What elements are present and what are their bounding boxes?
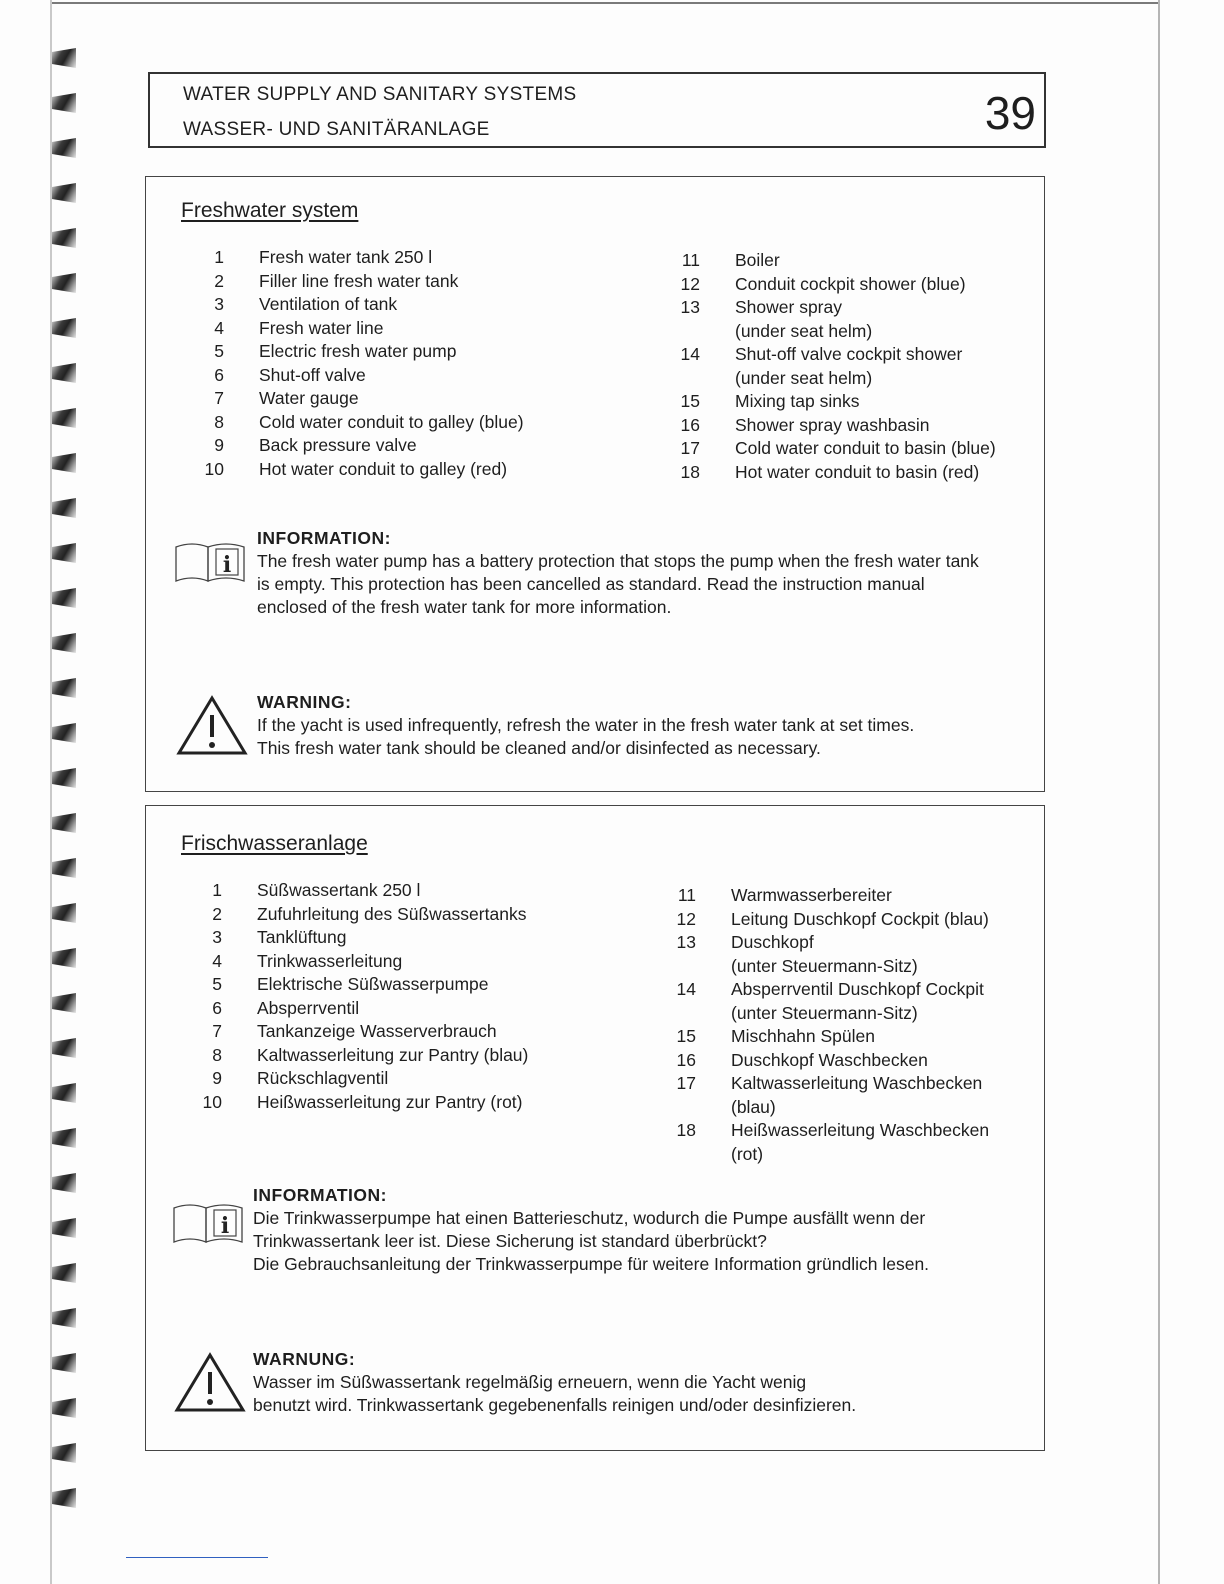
item-text: Hot water conduit to basin (red) — [735, 461, 980, 482]
list-item — [186, 293, 524, 317]
info-line: Trinkwassertank leer ist. Diese Sicherung ist standard überbrückt? — [253, 1231, 767, 1251]
item-text: Duschkopf Waschbecken — [731, 1049, 928, 1070]
item-number: 18 — [680, 461, 700, 482]
item-number: 3 — [212, 927, 222, 947]
item-number: 2 — [214, 270, 224, 291]
parts-list-de-left — [184, 879, 528, 1114]
warning-heading-en: WARNING: — [257, 692, 352, 712]
item-text: Absperrventil — [257, 997, 360, 1018]
warning-triangle-icon — [176, 695, 248, 757]
list-item — [186, 364, 524, 388]
warning-line: benutzt wird. Trinkwassertank gegebenenfalls reinigen und/oder desinfizieren. — [253, 1395, 857, 1415]
item-text: Trinkwasserleitung — [257, 950, 403, 971]
item-number — [658, 1002, 731, 1026]
item-text: Water gauge — [259, 388, 359, 408]
item-number: 9 — [214, 435, 224, 455]
list-item — [184, 1067, 528, 1091]
item-number: 2 — [212, 903, 222, 924]
item-text: (blau) — [731, 1096, 776, 1117]
footer-link-underline — [126, 1557, 268, 1558]
parts-list-en-right — [662, 249, 996, 484]
item-number: 15 — [676, 1026, 696, 1046]
list-item — [662, 296, 996, 320]
list-item — [184, 926, 528, 950]
item-text: (unter Steuermann-Sitz) — [731, 1002, 918, 1023]
svg-text:i: i — [220, 1213, 230, 1239]
item-number: 12 — [676, 908, 696, 929]
item-text: Kaltwasserleitung zur Pantry (blau) — [257, 1044, 529, 1065]
item-text: Tanklüftung — [257, 927, 347, 947]
list-item — [184, 903, 528, 927]
list-item — [658, 978, 989, 1002]
item-text: Ventilation of tank — [259, 294, 398, 314]
item-number — [662, 320, 735, 344]
item-text: Shut-off valve cockpit shower — [735, 344, 963, 364]
info-line: enclosed of the fresh water tank for more information. — [257, 597, 672, 617]
list-item — [186, 340, 524, 364]
spiral-binding — [52, 48, 80, 1533]
list-item — [662, 343, 996, 367]
item-text: Rückschlagventil — [257, 1068, 389, 1088]
list-item — [658, 1002, 989, 1026]
list-item — [662, 437, 996, 461]
item-number: 16 — [676, 1049, 696, 1070]
item-text: Hot water conduit to galley (red) — [259, 458, 508, 479]
list-item — [184, 997, 528, 1021]
list-item — [186, 317, 524, 341]
list-item — [658, 1119, 989, 1143]
list-item — [662, 273, 996, 297]
svg-text:i: i — [222, 552, 232, 578]
item-number: 7 — [212, 1021, 222, 1041]
info-line: is empty. This protection has been cancelled as standard. Read the instruction manual — [257, 574, 925, 594]
item-number: 4 — [212, 950, 222, 971]
item-text: Fresh water tank 250 l — [259, 247, 433, 267]
item-number: 13 — [680, 297, 700, 317]
item-number: 5 — [212, 974, 222, 994]
item-number — [658, 1096, 731, 1120]
page-edge-top — [52, 2, 1160, 4]
item-number: 13 — [676, 932, 696, 952]
chapter-title-en: WATER SUPPLY AND SANITARY SYSTEMS — [183, 84, 577, 105]
list-item — [184, 950, 528, 974]
item-number — [658, 955, 731, 979]
item-number — [658, 1143, 731, 1167]
item-number: 8 — [212, 1044, 222, 1065]
warning-line: Wasser im Süßwassertank regelmäßig erneuern, wenn die Yacht wenig — [253, 1372, 807, 1392]
list-item — [186, 270, 524, 294]
list-item — [662, 414, 996, 438]
item-number: 12 — [680, 273, 700, 294]
item-number: 15 — [680, 391, 700, 411]
info-heading-en: INFORMATION: — [257, 528, 391, 548]
list-item — [658, 955, 989, 979]
item-number: 1 — [212, 880, 222, 900]
item-text: (under seat helm) — [735, 367, 873, 388]
info-line: Die Gebrauchsanleitung der Trinkwasserpumpe für weitere Information gründlich lesen. — [253, 1254, 930, 1274]
item-number: 11 — [677, 885, 696, 905]
section-title-en: Freshwater system — [181, 199, 359, 222]
page-number: 39 — [984, 87, 1036, 139]
warning-triangle-icon — [174, 1352, 246, 1414]
item-text: Warmwasserbereiter — [731, 885, 892, 905]
item-text: Fresh water line — [259, 317, 384, 338]
info-note-de — [253, 1184, 1033, 1276]
item-number: 6 — [214, 364, 224, 385]
list-item — [658, 1143, 989, 1167]
section-german — [145, 805, 1045, 1451]
item-text: Mischhahn Spülen — [731, 1026, 875, 1046]
item-number: 9 — [212, 1068, 222, 1088]
item-number: 1 — [214, 247, 224, 267]
list-item — [186, 246, 524, 270]
chapter-title-de: WASSER- UND SANITÄRANLAGE — [183, 119, 490, 140]
list-item — [184, 1020, 528, 1044]
list-item — [662, 390, 996, 414]
info-line: Die Trinkwasserpumpe hat einen Batterieschutz, wodurch die Pumpe ausfällt wenn der — [253, 1208, 926, 1228]
list-item — [658, 908, 989, 932]
item-number: 14 — [676, 979, 696, 999]
item-text: Conduit cockpit shower (blue) — [735, 273, 966, 294]
info-note-en — [257, 527, 1037, 619]
warning-line: If the yacht is used infrequently, refresh the water in the fresh water tank at set times. — [257, 715, 915, 735]
list-item — [658, 931, 989, 955]
list-item — [184, 973, 528, 997]
parts-list-de-right — [658, 884, 989, 1166]
list-item — [184, 879, 528, 903]
item-text: Kaltwasserleitung Waschbecken — [731, 1073, 983, 1093]
item-number: 11 — [681, 250, 700, 270]
item-text: Shower spray washbasin — [735, 414, 930, 435]
item-text: Leitung Duschkopf Cockpit (blau) — [731, 908, 989, 929]
item-text: Electric fresh water pump — [259, 341, 457, 361]
list-item — [186, 434, 524, 458]
item-number: 7 — [214, 388, 224, 408]
list-item — [184, 1091, 528, 1115]
list-item — [658, 1025, 989, 1049]
item-text: Cold water conduit to basin (blue) — [735, 438, 996, 458]
list-item — [662, 320, 996, 344]
item-number: 8 — [214, 411, 224, 432]
item-text: (unter Steuermann-Sitz) — [731, 955, 918, 976]
item-text: Boiler — [735, 250, 780, 270]
item-text: Tankanzeige Wasserverbrauch — [257, 1021, 497, 1041]
section-title-de: Frischwasseranlage — [181, 832, 368, 855]
item-number: 18 — [676, 1120, 696, 1140]
item-text: (rot) — [731, 1143, 764, 1164]
page-edge-right — [1158, 0, 1160, 1584]
list-item — [186, 411, 524, 435]
chapter-header — [148, 72, 1046, 148]
item-number: 10 — [204, 458, 224, 479]
item-number: 4 — [214, 317, 224, 338]
parts-list-en-left — [186, 246, 524, 481]
item-text: Mixing tap sinks — [735, 391, 860, 411]
info-icon — [172, 537, 246, 587]
item-number: 17 — [680, 438, 700, 458]
warning-line: This fresh water tank should be cleaned and/or disinfected as necessary. — [257, 738, 821, 758]
item-text: Elektrische Süßwasserpumpe — [257, 974, 489, 994]
item-text: Süßwassertank 250 l — [257, 880, 421, 900]
warning-note-de — [253, 1348, 1033, 1417]
list-item — [658, 884, 989, 908]
item-text: Heißwasserleitung Waschbecken — [731, 1120, 990, 1140]
item-text: Cold water conduit to galley (blue) — [259, 411, 524, 432]
item-text: Shower spray — [735, 297, 842, 317]
item-number — [662, 367, 735, 391]
item-text: Back pressure valve — [259, 435, 417, 455]
warning-heading-de: WARNUNG: — [253, 1349, 356, 1369]
item-text: Duschkopf — [731, 932, 814, 952]
item-number: 14 — [680, 344, 700, 364]
item-text: Heißwasserleitung zur Pantry (rot) — [257, 1091, 523, 1112]
list-item — [658, 1049, 989, 1073]
list-item — [662, 249, 996, 273]
section-english — [145, 176, 1045, 792]
info-icon — [170, 1198, 244, 1248]
info-line: The fresh water pump has a battery protection that stops the pump when the fresh water tank — [257, 551, 979, 571]
list-item — [186, 387, 524, 411]
item-number: 5 — [214, 341, 224, 361]
item-text: (under seat helm) — [735, 320, 873, 341]
item-number: 6 — [212, 997, 222, 1018]
list-item — [662, 461, 996, 485]
item-number: 3 — [214, 294, 224, 314]
item-text: Zufuhrleitung des Süßwassertanks — [257, 903, 527, 924]
item-text: Filler line fresh water tank — [259, 270, 459, 291]
item-text: Absperrventil Duschkopf Cockpit — [731, 979, 984, 999]
list-item — [658, 1096, 989, 1120]
list-item — [658, 1072, 989, 1096]
list-item — [662, 367, 996, 391]
item-number: 10 — [202, 1091, 222, 1112]
info-heading-de: INFORMATION: — [253, 1185, 387, 1205]
list-item — [186, 458, 524, 482]
item-number: 17 — [676, 1073, 696, 1093]
list-item — [184, 1044, 528, 1068]
item-text: Shut-off valve — [259, 364, 366, 385]
item-number: 16 — [680, 414, 700, 435]
warning-note-en — [257, 691, 1037, 760]
